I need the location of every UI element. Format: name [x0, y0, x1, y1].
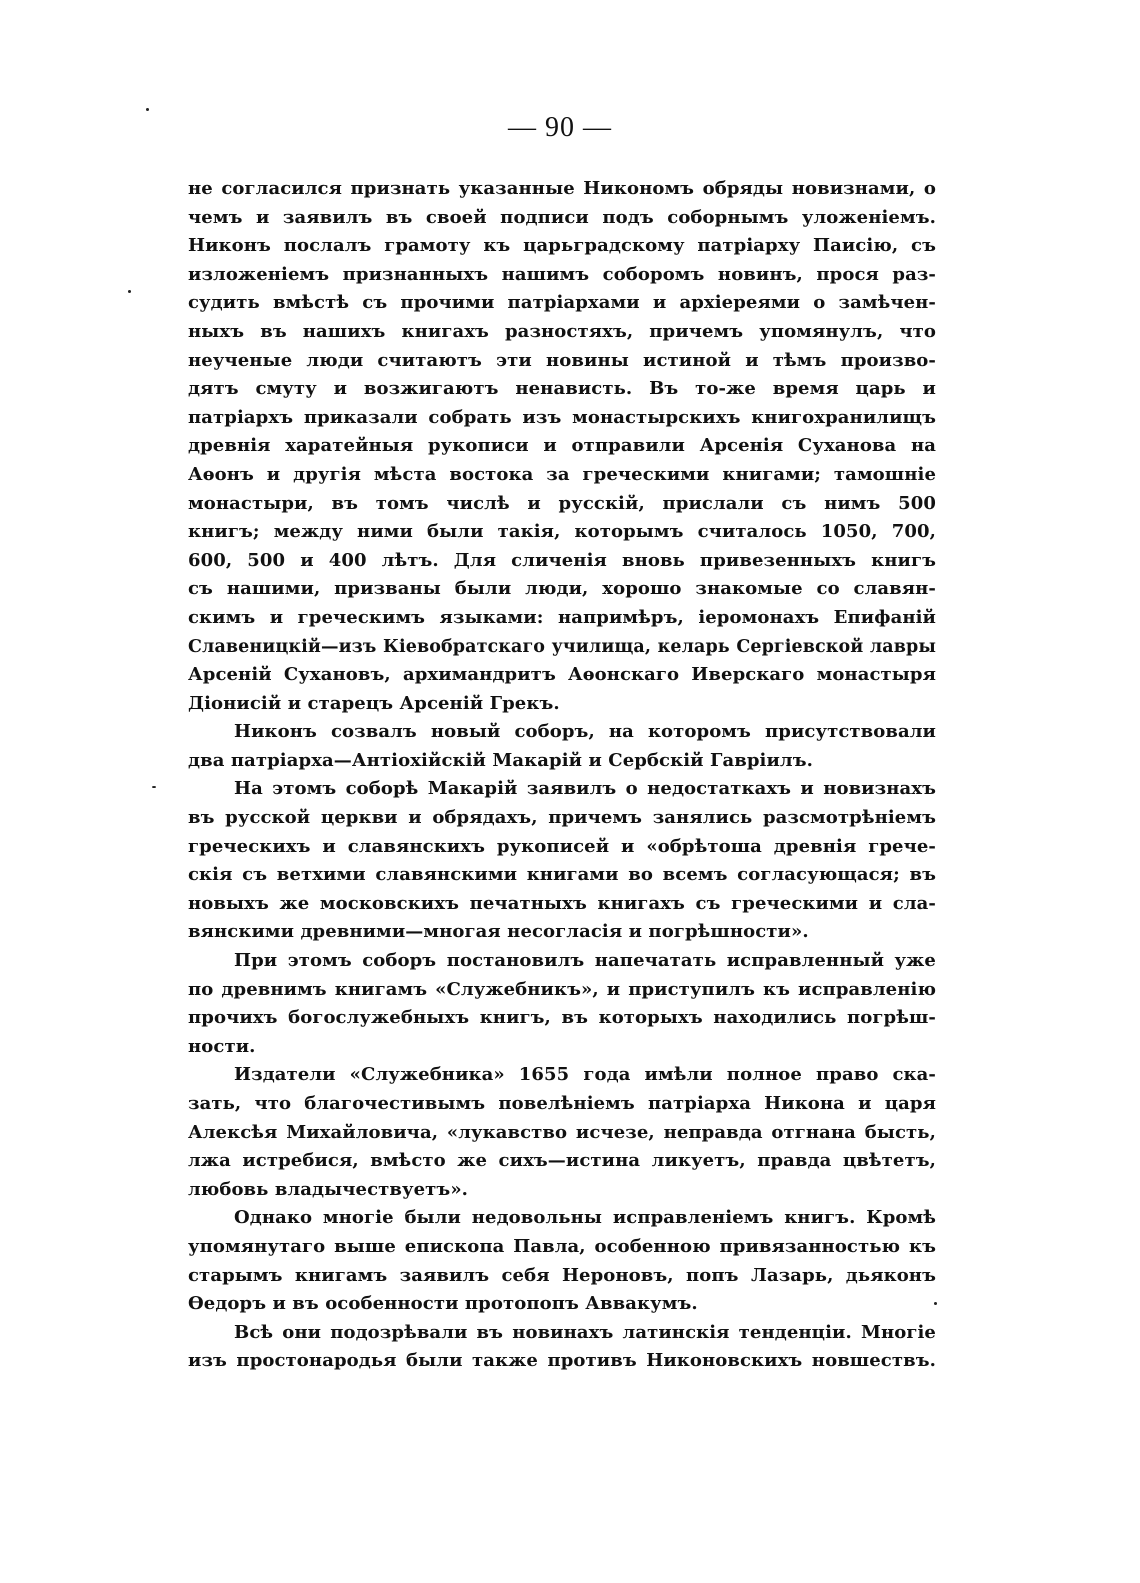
text-line: ности. [188, 1035, 256, 1057]
text-line: упомянутаго выше епископа Павла, особенною привязанностью къ [188, 1235, 936, 1257]
text-line: Алексѣя Михайловича, «лукавство исчезе, неправда отгнана бысть, [188, 1121, 936, 1143]
text-line: изложеніемъ признанныхъ нашимъ соборомъ новинъ, прося раз- [188, 263, 936, 285]
text-line: съ нашими, призваны были люди, хорошо знакомые со славян- [188, 578, 936, 600]
text-line: дятъ смуту и возжигаютъ ненависть. Въ то-же время царь и [188, 378, 936, 400]
text-line: зать, что благочестивымъ повелѣніемъ патріарха Никона и царя [188, 1093, 936, 1114]
paragraph-start: При этомъ соборъ постановилъ напечатать исправленный уже [234, 950, 936, 972]
text-line: скимъ и греческимъ языками: напримѣръ, іеромонахъ Епифаній [188, 606, 936, 628]
text-line: прочихъ богослужебныхъ книгъ, въ которыхъ находились погрѣш- [188, 1007, 936, 1029]
paragraph-start: Никонъ созвалъ новый соборъ, на которомъ присутствовали [234, 721, 936, 743]
page-number: — 90 — [508, 112, 612, 143]
paragraph-start: Всѣ они подозрѣвали въ новинахъ латинскія тенденціи. Многіе [234, 1321, 936, 1343]
text-line: скія съ ветхими славянскими книгами во всемъ согласующася; въ [188, 864, 936, 886]
scan-speck [152, 786, 156, 788]
text-line: книгъ; между ними были такія, которымъ считалось 1050, 700, [188, 521, 936, 543]
text-line: вянскими древними—многая несогласія и погрѣшности». [188, 921, 809, 943]
paragraph-start: Однако многіе были недовольны исправленіемъ книгъ. Кромѣ [234, 1207, 936, 1229]
text-line: Арсеній Сухановъ, архимандритъ Аѳонскаго Иверскаго монастыря [188, 664, 936, 686]
text-line: монастыри, въ томъ числѣ и русскій, прислали съ нимъ 500 [188, 492, 936, 514]
text-line: Ѳедоръ и въ особенности протопопъ Аввакумъ. [188, 1293, 698, 1315]
paragraph-start: На этомъ соборѣ Макарій заявилъ о недостаткахъ и новизнахъ [234, 778, 936, 800]
text-line: по древнимъ книгамъ «Служебникъ», и приступилъ къ исправленію [188, 978, 936, 1000]
text-line: древнія харатейныя рукописи и отправили Арсенія Суханова на [188, 435, 936, 457]
text-line: неученые люди считаютъ эти новины истиной и тѣмъ произво- [188, 349, 936, 371]
text-line: не согласился признать указанные Никономъ обряды новизнами, о [188, 178, 936, 199]
text-line: лжа истребися, вмѣсто же сихъ—истина ликуетъ, правда цвѣтетъ, [188, 1150, 936, 1172]
scan-speck [146, 108, 149, 111]
text-line: въ русской церкви и обрядахъ, причемъ занялись разсмотрѣніемъ [188, 807, 936, 829]
text-line: 600, 500 и 400 лѣтъ. Для сличенія вновь привезенныхъ книгъ [188, 549, 936, 571]
scan-speck [934, 1302, 937, 1305]
text-line: судить вмѣстѣ съ прочими патріархами и архіереями о замѣчен- [188, 292, 936, 314]
text-line: ныхъ въ нашихъ книгахъ разностяхъ, причемъ упомянулъ, что [188, 320, 936, 342]
text-line: два патріарха—Антіохійскій Макарій и Сербскій Гавріилъ. [188, 749, 813, 771]
text-line: Никонъ послалъ грамоту къ царьградскому патріарху Паисію, съ [188, 235, 936, 257]
text-line: Діонисій и старецъ Арсеній Грекъ. [188, 692, 560, 714]
text-line: старымъ книгамъ заявилъ себя Нероновъ, попъ Лазарь, дьяконъ [188, 1264, 936, 1286]
text-line: патріархъ приказали собрать изъ монастырскихъ книгохранилищъ [188, 406, 936, 428]
text-line: Славеницкій—изъ Кіевобратскаго училища, келарь Сергіевской лавры [188, 636, 936, 657]
text-line: любовь владычествуетъ». [188, 1178, 469, 1200]
text-line: чемъ и заявилъ въ своей подписи подъ соборнымъ уложеніемъ. [188, 206, 936, 228]
paragraph-start: Издатели «Служебника» 1655 года имѣли полное право ска- [234, 1064, 936, 1086]
text-line: греческихъ и славянскихъ рукописей и «обрѣтоша древнія грече- [188, 835, 936, 857]
body-text [188, 175, 936, 1376]
scan-speck [128, 290, 131, 293]
text-line: изъ простонародья были также противъ Никоновскихъ новшествъ. [188, 1350, 936, 1372]
text-line: Аѳонъ и другія мѣста востока за греческими книгами; тамошніе [188, 463, 936, 485]
text-line: новыхъ же московскихъ печатныхъ книгахъ съ греческими и сла- [188, 892, 936, 914]
